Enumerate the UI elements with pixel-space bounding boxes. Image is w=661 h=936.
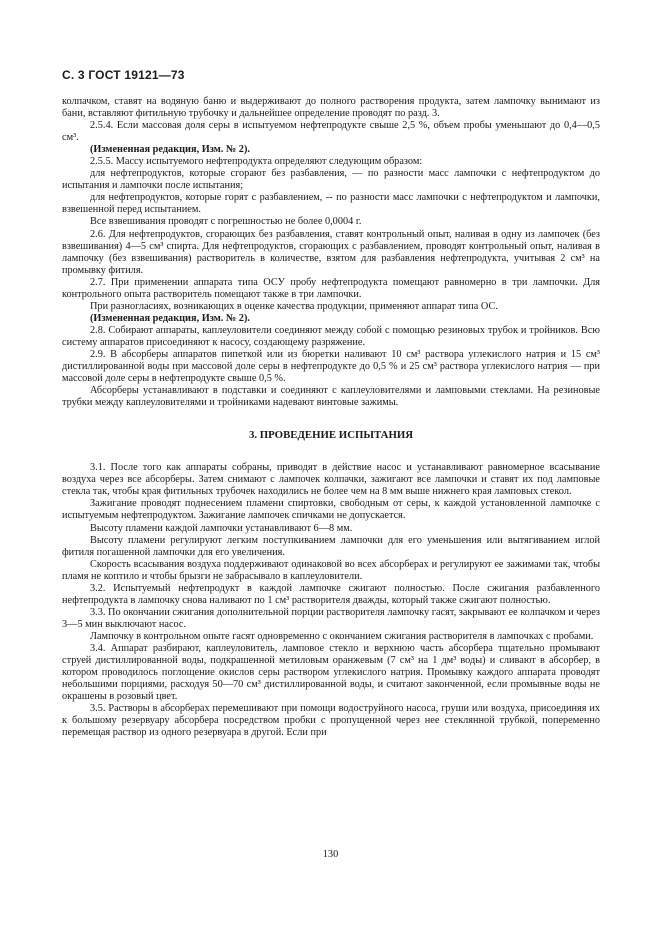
paragraph: 3.5. Растворы в абсорберах перемешивают при помощи водоструйного насоса, груши или воздуха, присоединяя их к большому резервуару абсорбера посредством пробки с пропущенной через нее стеклянной трубкой, попеременно перемещая раствор из одного резервуара в другой. Если при	[62, 703, 600, 739]
paragraph: для нефтепродуктов, которые сгорают без разбавления, — по разности масс лампочки с нефтепродуктом до испытания и лампочки после испытания;	[62, 168, 600, 192]
paragraph: Лампочку в контрольном опыте гасят одновременно с окончанием сжигания растворителя в лампочках с пробами.	[90, 630, 594, 642]
paragraph: Абсорберы устанавливают в подставки и соединяют с каплеуловителями и ламповыми стеклами. На резиновые трубки между каплеуловителями и тройниками надевают винтовые зажимы.	[62, 385, 600, 409]
amendment-note: (Измененная редакция, Изм. № 2).	[90, 312, 250, 324]
page-number: 130	[322, 849, 339, 860]
paragraph: для нефтепродуктов, которые горят с разбавлением, -- по разности масс лампочки с нефтепродуктом и лампочки, взвешенной перед испытанием.	[62, 192, 600, 216]
paragraphs-before-section	[62, 96, 600, 409]
paragraph: 3.4. Аппарат разбирают, каплеуловитель, ламповое стекло и верхнюю часть абсорбера тщательно промывают струей дистиллированной воды, подкрашенной метиловым оранжевым (7 см³ на 1 дм³ воды) и сливают в абсорбер, в котором проводилось поглощение окислов серы раствором углекислого натрия. Промывку каждого аппарата проводят небольшими порциями, расходуя 50—70 см³ дистиллированной воды, и считают законченной, если промывные воды не окрашены в розовый цвет.	[62, 642, 600, 703]
paragraph: При разногласиях, возникающих в оценке качества продукции, применяют аппарат типа ОС.	[90, 300, 498, 312]
paragraph: колпачком, ставят на водяную баню и выдерживают до полного растворения продукта, затем лампочку вынимают из бани, вставляют фитильную трубочку и дальнейшее определение проводят по разд. 3.	[62, 96, 600, 120]
paragraph: Скорость всасывания воздуха поддерживают одинаковой во всех абсорберах и регулируют ее зажимами так, чтобы пламя не коптило и чтобы брызги не забрасывало в каплеуловители.	[62, 558, 600, 582]
paragraph: 2.7. При применении аппарата типа ОСУ пробу нефтепродукта помещают равномерно в три лампочки. Для контрольного опыта растворитель помещают также в три лампочки.	[62, 276, 600, 300]
paragraph: 3.1. После того как аппараты собраны, приводят в действие насос и устанавливают равномерное всасывание воздуха через все абсорберы. Затем снимают с лампочек колпачки, зажигают все лампочки и ставят их под ламповые стекла так, чтобы края фитильных трубочек находились не более чем на 8 мм выше нижнего края ламповых стекол.	[62, 462, 600, 498]
paragraph: Все взвешивания проводят с погрешностью не более 0,0004 г.	[90, 216, 362, 228]
paragraph: Зажигание проводят поднесением пламени спиртовки, свободным от серы, к каждой установленной лампочке с испытуемым нефтепродуктом. Зажигание лампочек спичками не допускается.	[62, 498, 600, 522]
paragraph: 3.2. Испытуемый нефтепродукт в каждой лампочке сжигают полностью. После сжигания разбавленного нефтепродукта в лампочку снова наливают по 1 см³ растворителя дважды, который также сжигают полностью.	[62, 582, 600, 606]
page-header: С. 3 ГОСТ 19121—73	[62, 68, 185, 82]
paragraph: 2.5.5. Массу испытуемого нефтепродукта определяют следующим образом:	[90, 156, 423, 168]
paragraph: 2.8. Собирают аппараты, каплеуловители соединяют между собой с помощью резиновых трубок и тройников. Всю систему аппаратов присоединяют к насосу, создающему разряжение.	[62, 324, 600, 348]
paragraphs-after-section	[62, 462, 600, 739]
paragraph: 2.6. Для нефтепродуктов, сгорающих без разбавления, ставят контрольный опыт, наливая в одну из лампочек (без взвешивания) 4—5 см³ спирта. Для нефтепродуктов, сгорающих с разбавлением, проводят контрольный опыт, наливая в лампочку (без взвешивания) растворитель в количестве, взятом для разбавления нефтепродукта, учитывая 2 см³ на промывку фитиля.	[62, 228, 600, 276]
paragraph: 2.5.4. Если массовая доля серы в испытуемом нефтепродукте свыше 2,5 %, объем пробы уменьшают до 0,4—0,5 см³.	[62, 120, 600, 144]
paragraph: 3.3. По окончании сжигания дополнительной порции растворителя лампочку гасят, закрывают ее колпачком и через 3—5 мин выключают насос.	[62, 606, 600, 630]
section-title: 3. ПРОВЕДЕНИЕ ИСПЫТАНИЯ	[248, 429, 414, 442]
paragraph: Высоту пламени регулируют легким поступкиванием лампочки для его уменьшения или вытягиванием иглой фитиля погашенной лампочки для его увеличения.	[62, 534, 600, 558]
body-text	[62, 96, 600, 739]
paragraph: 2.9. В абсорберы аппаратов пипеткой или из бюретки наливают 10 см³ раствора углекислого натрия и 15 см³ дистиллированной воды при массовой доле серы в нефтепродукте до 0,5 % и 25 см³ раствора углекислого натрия — при массовой доле серы в нефтепродукте свыше 0,5 %.	[62, 348, 600, 385]
paragraph: Высоту пламени каждой лампочки устанавливают 6—8 мм.	[90, 522, 353, 534]
amendment-note: (Измененная редакция, Изм. № 2).	[90, 144, 250, 156]
